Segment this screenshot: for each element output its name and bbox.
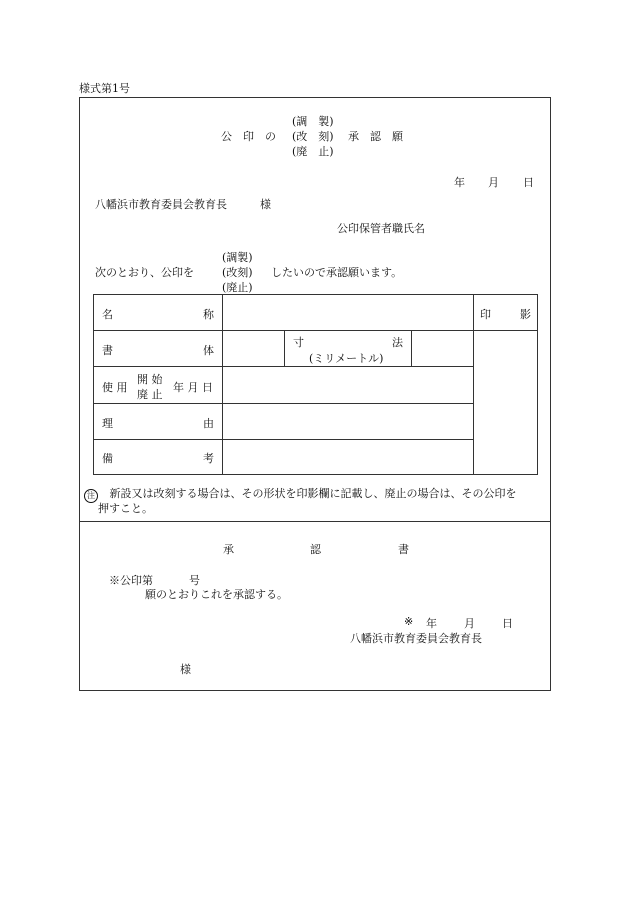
approval-seal-number: ※公印第 号: [109, 574, 200, 587]
approval-date-year: 年: [426, 617, 437, 630]
addressee-honorific: 様: [260, 198, 271, 211]
note-line-2: 押すこと。: [98, 502, 153, 515]
request-option-2: (改刻): [222, 266, 253, 279]
request-option-3: (廃止): [222, 281, 253, 294]
style-value-cell[interactable]: [222, 330, 285, 367]
size-unit: (ミリメートル): [309, 352, 384, 365]
form-number: 様式第1号: [79, 82, 130, 95]
name-label-cell: 名 称: [93, 294, 223, 331]
reason-label-cell: 理 由: [93, 403, 223, 440]
seal-label-cell: 印 影: [473, 294, 538, 331]
note-line-1: 注 新設又は改刻する場合は、その形状を印影欄に記載し、廃止の場合は、その公印を: [84, 485, 517, 503]
title-option-middle: (改 刻): [292, 130, 334, 143]
usage-value-cell[interactable]: [222, 366, 474, 404]
applicant-label: 公印保管者職氏名: [337, 222, 425, 235]
title-option-bottom: (廃 止): [292, 145, 334, 158]
remarks-value-cell[interactable]: [222, 439, 474, 475]
reason-value-cell[interactable]: [222, 403, 474, 440]
approval-heading-1: 承: [223, 543, 234, 556]
title-prefix: 公 印 の: [221, 130, 276, 143]
approval-date-day: 日: [502, 617, 513, 630]
request-option-1: (調製): [222, 251, 253, 264]
approval-heading-3: 書: [398, 543, 409, 556]
remarks-label-cell: 備 考: [93, 439, 223, 475]
note-mark: 注: [84, 489, 98, 503]
request-prefix: 次のとおり、公印を: [95, 266, 194, 279]
date-month: 月: [488, 176, 499, 189]
style-label-cell: 書 体: [93, 330, 223, 367]
date-year: 年: [454, 176, 465, 189]
usage-label-cell: 使 用 開 始 廃 止 年 月 日: [93, 366, 223, 404]
approval-date-month: 月: [464, 617, 475, 630]
section-divider: [79, 521, 551, 522]
approval-body: 願のとおりこれを承認する。: [145, 588, 288, 601]
approval-date-mark: ※: [404, 615, 414, 628]
approval-heading-2: 認: [310, 543, 321, 556]
seal-impression-cell[interactable]: [473, 330, 538, 475]
approval-honorific: 様: [180, 663, 191, 676]
date-day: 日: [523, 176, 534, 189]
request-suffix: したいので承認願います。: [271, 266, 403, 279]
size-value-cell[interactable]: [411, 330, 474, 367]
approval-issuer: 八幡浜市教育委員会教育長: [350, 632, 482, 645]
size-label-cell: 寸 法 (ミリメートル): [284, 330, 412, 367]
title-suffix: 承 認 願: [348, 130, 403, 143]
addressee-name: 八幡浜市教育委員会教育長: [95, 198, 227, 211]
name-value-cell[interactable]: [222, 294, 474, 331]
title-option-top: (調 製): [292, 115, 334, 128]
